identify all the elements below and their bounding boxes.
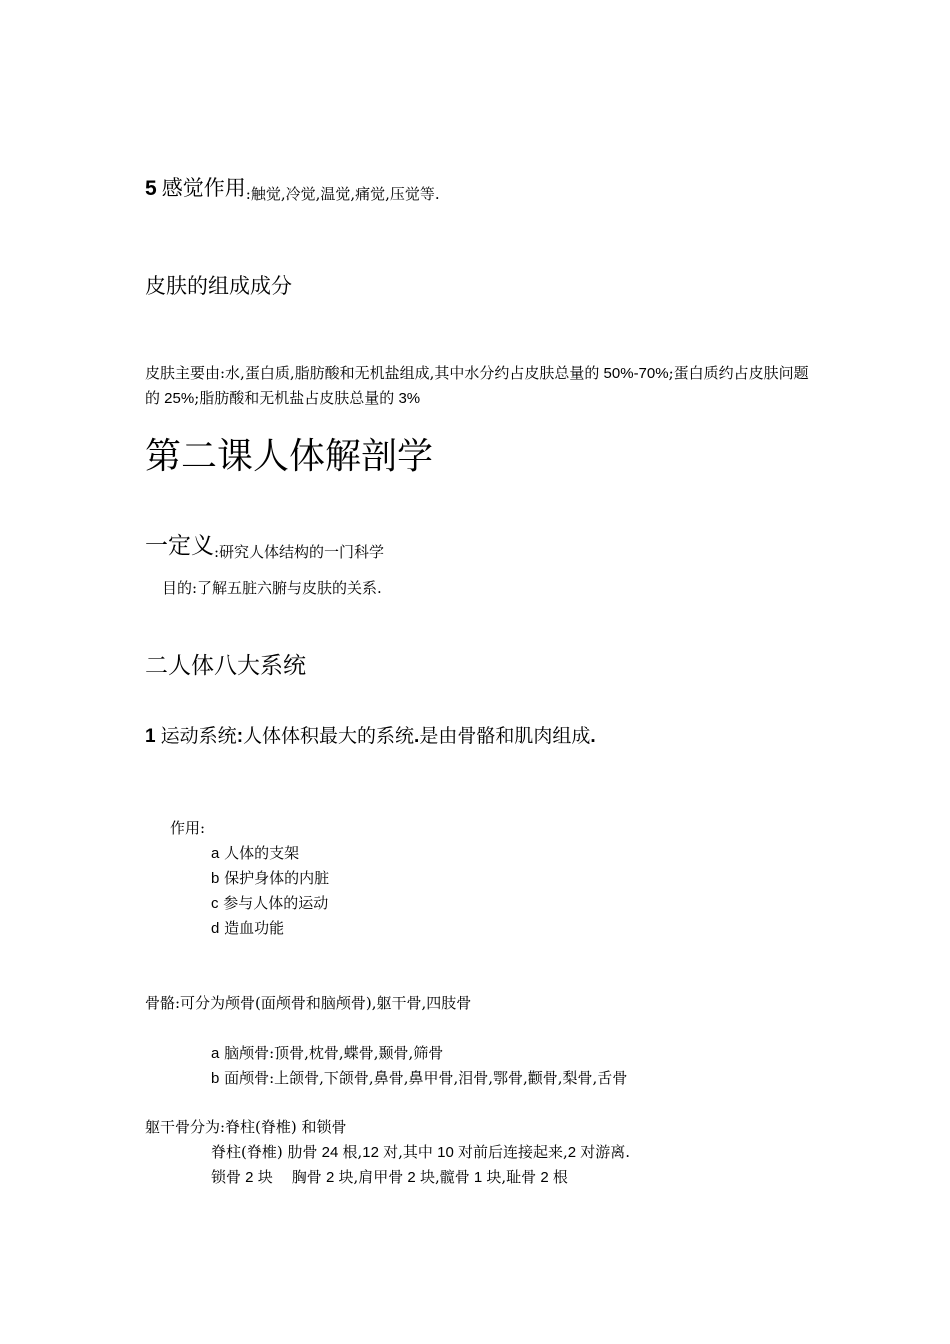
skull-item <box>211 1067 627 1088</box>
motor-system-number: 1 <box>145 726 156 747</box>
trunk-number: 12 <box>362 1144 384 1161</box>
motor-system-colon: : <box>236 726 244 747</box>
trunk-line-spine <box>211 1141 630 1162</box>
trunk-number: 10 <box>432 1144 458 1161</box>
definition-line <box>145 527 384 562</box>
composition-water-percent: 50%-70% <box>599 365 669 382</box>
trunk-text: 块 胸骨 <box>257 1168 322 1186</box>
skull-letter: b <box>211 1070 220 1087</box>
composition-text-2: ;蛋白质约占皮肤问题的 <box>145 364 809 407</box>
definition-title: 一定义 <box>145 533 214 559</box>
trunk-number: 24 <box>317 1144 343 1161</box>
trunk-text: 根, <box>342 1143 363 1161</box>
motor-system-text-1: 人体体积最大的系统 <box>243 725 415 747</box>
lesson-title: 第二课人体解剖学 <box>145 436 434 477</box>
function-item <box>211 842 299 863</box>
function-item <box>211 867 329 888</box>
composition-text-1: 皮肤主要由:水,蛋白质,脂肪酸和无机盐组成,其中水分约占皮肤总量的 <box>145 364 600 382</box>
function-text: 人体的支架 <box>219 844 300 862</box>
trunk-text: 块,耻骨 <box>486 1168 537 1186</box>
motor-system-title: 运动系统 <box>160 725 237 747</box>
function-label: 作用: <box>170 819 206 837</box>
motor-system-text-2: 是由骨骼和肌肉组成 <box>419 725 591 747</box>
trunk-text: 锁骨 <box>211 1168 242 1186</box>
skull-text: 脑颅骨:顶骨,枕骨,蝶骨,颞骨,筛骨 <box>219 1044 444 1062</box>
trunk-heading: 躯干骨分为:脊柱(脊椎) 和锁骨 <box>145 1118 347 1136</box>
systems-heading: 二人体八大系统 <box>145 653 306 679</box>
trunk-text: 根 <box>552 1168 568 1186</box>
function-letter: c <box>211 895 219 912</box>
motor-system-end: . <box>590 726 596 747</box>
function-text: 造血功能 <box>219 919 285 937</box>
trunk-line-bones <box>211 1166 568 1187</box>
trunk-number: 2 <box>567 1144 581 1161</box>
trunk-text: 对前后连接起来, <box>457 1143 568 1161</box>
trunk-number: 2 <box>321 1169 339 1186</box>
motor-system-heading <box>145 721 596 748</box>
sense-detail: :触觉,冷觉,温觉,痛觉,压觉等. <box>245 185 440 203</box>
trunk-number: 2 <box>241 1169 258 1186</box>
trunk-number: 1 <box>469 1169 487 1186</box>
bones-classification: 骨骼:可分为颅骨(面颅骨和脑颅骨),躯干骨,四肢骨 <box>145 994 472 1012</box>
skin-composition-heading: 皮肤的组成成分 <box>145 274 292 298</box>
trunk-number: 2 <box>536 1169 553 1186</box>
trunk-text: 块,肩甲骨 <box>338 1168 404 1186</box>
motor-system-dot: . <box>414 726 420 747</box>
skull-text: 面颅骨:上颌骨,下颌骨,鼻骨,鼻甲骨,泪骨,鄂骨,颧骨,梨骨,舌骨 <box>219 1069 628 1087</box>
sense-number: 5 <box>145 177 157 200</box>
function-letter: d <box>211 920 220 937</box>
skin-composition-paragraph <box>145 361 815 411</box>
composition-text-3: ;脂肪酸和无机盐占皮肤总量的 <box>194 389 395 407</box>
function-text: 参与人体的运动 <box>218 894 329 912</box>
function-text: 保护身体的内脏 <box>219 869 330 887</box>
function-letter: a <box>211 845 220 862</box>
sense-title: 感觉作用 <box>161 176 246 200</box>
sense-function-line <box>145 172 440 204</box>
purpose-line: 目的:了解五脏六腑与皮肤的关系. <box>162 579 382 597</box>
composition-protein-percent: 25% <box>160 390 195 407</box>
composition-fat-percent: 3% <box>394 390 421 407</box>
trunk-number: 2 <box>403 1169 420 1186</box>
trunk-text: 脊柱(脊椎) 肋骨 <box>211 1143 318 1161</box>
trunk-text: 对游离. <box>580 1143 631 1161</box>
trunk-text: 对,其中 <box>383 1143 433 1161</box>
function-item <box>211 892 328 913</box>
definition-text: :研究人体结构的一门科学 <box>214 543 385 561</box>
skull-item <box>211 1042 443 1063</box>
skull-letter: a <box>211 1045 220 1062</box>
function-letter: b <box>211 870 220 887</box>
trunk-text: 块,髋骨 <box>419 1168 470 1186</box>
function-item <box>211 917 284 938</box>
